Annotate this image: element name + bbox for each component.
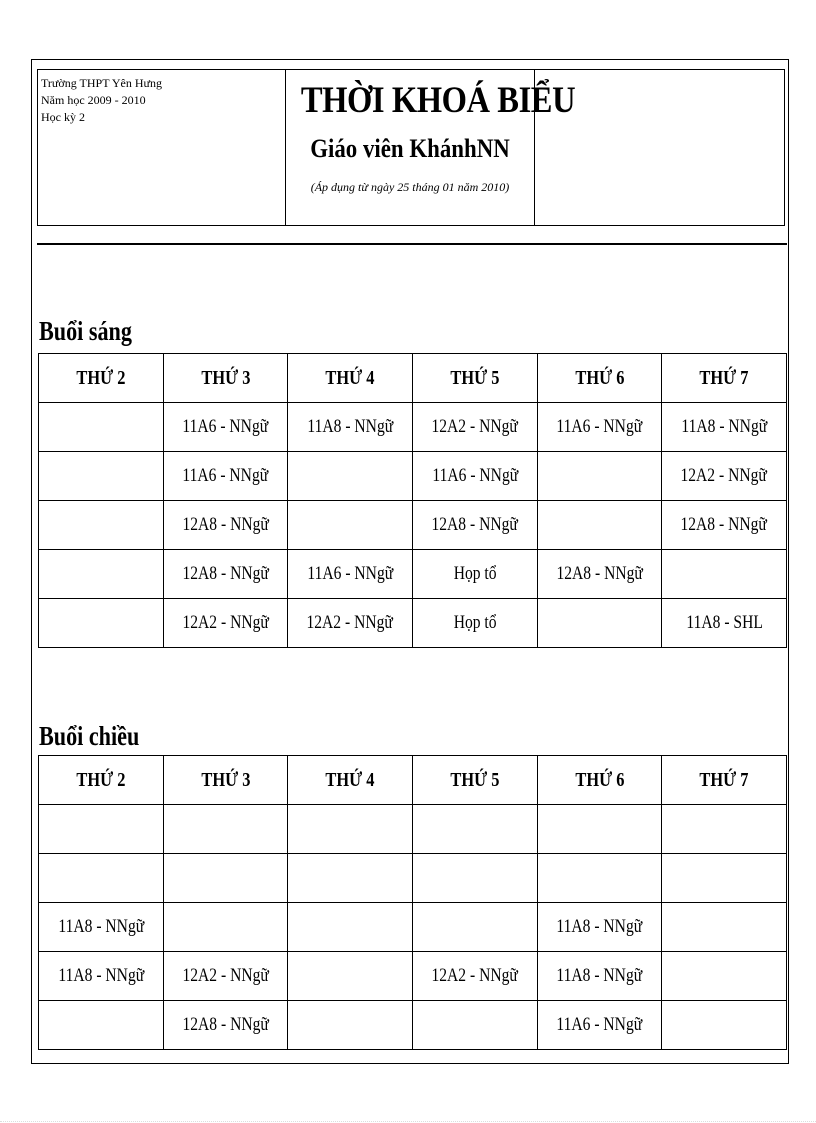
afternoon-section-title: Buổi chiều — [39, 721, 140, 751]
table-cell — [163, 903, 288, 952]
table-cell — [39, 903, 164, 952]
column-header — [662, 354, 787, 403]
header-divider — [37, 243, 787, 245]
table-row — [39, 854, 787, 903]
column-header-label: THỨ 4 — [325, 366, 375, 389]
table-cell — [163, 501, 288, 550]
cell-text: 11A8 - NNgữ — [57, 916, 144, 937]
table-cell — [288, 403, 413, 452]
table-row — [39, 501, 787, 550]
cell-text: 11A8 - NNgữ — [556, 965, 643, 986]
column-header-label: THỨ 6 — [574, 366, 624, 389]
table-cell — [537, 1001, 662, 1050]
column-header — [163, 756, 288, 805]
page-title: THỜI KHOÁ BIỂU — [300, 80, 576, 121]
column-header-label: THỨ 2 — [76, 768, 126, 791]
applied-date-note: (Áp dụng từ ngày 25 tháng 01 năm 2010) — [310, 180, 510, 194]
school-name: Trường THPT Yên Hưng — [41, 76, 163, 90]
afternoon-timetable — [38, 755, 787, 1050]
cell-text: 12A8 - NNgữ — [431, 514, 518, 535]
table-cell — [39, 1001, 164, 1050]
table-cell — [412, 903, 537, 952]
column-header — [39, 354, 164, 403]
cell-text: 11A6 - NNgữ — [431, 465, 518, 486]
table-cell — [537, 403, 662, 452]
cell-text: 12A8 - NNgữ — [556, 563, 643, 584]
column-header-label: THỨ 5 — [450, 366, 500, 389]
table-cell — [662, 952, 787, 1001]
table-cell — [288, 550, 413, 599]
table-header-row — [39, 354, 787, 403]
column-header — [288, 354, 413, 403]
semester: Học kỳ 2 — [41, 110, 85, 124]
table-cell — [412, 952, 537, 1001]
table-cell — [39, 452, 164, 501]
school-year: Năm học 2009 - 2010 — [41, 93, 146, 107]
table-cell — [537, 599, 662, 648]
page-bottom-edge — [0, 1121, 816, 1122]
table-cell — [537, 805, 662, 854]
table-cell — [163, 1001, 288, 1050]
cell-text: 12A2 - NNgữ — [182, 612, 269, 633]
table-row — [39, 403, 787, 452]
morning-section-title: Buổi sáng — [39, 316, 132, 346]
cell-text: 11A6 - NNgữ — [556, 1014, 643, 1035]
cell-text: 11A8 - SHL — [685, 612, 763, 633]
table-cell — [412, 599, 537, 648]
school-info — [38, 70, 286, 225]
table-cell — [537, 903, 662, 952]
table-row — [39, 1001, 787, 1050]
table-cell — [288, 952, 413, 1001]
table-cell — [288, 452, 413, 501]
morning-timetable — [38, 353, 787, 648]
header-box — [37, 69, 785, 226]
teacher-name: Giáo viên KhánhNN — [310, 134, 510, 163]
cell-text: 12A2 - NNgữ — [182, 965, 269, 986]
column-header-label: THỨ 7 — [699, 768, 749, 791]
table-cell — [412, 550, 537, 599]
table-cell — [288, 501, 413, 550]
cell-text: Họp tổ — [453, 563, 497, 584]
cell-text: 12A2 - NNgữ — [431, 416, 518, 437]
table-row — [39, 903, 787, 952]
table-cell — [662, 903, 787, 952]
column-header-label: THỨ 4 — [325, 768, 375, 791]
table-cell — [412, 452, 537, 501]
table-cell — [412, 1001, 537, 1050]
cell-text: 11A8 - NNgữ — [307, 416, 394, 437]
table-header-row — [39, 756, 787, 805]
table-cell — [163, 952, 288, 1001]
table-cell — [39, 550, 164, 599]
table-cell — [537, 452, 662, 501]
cell-text: 11A8 - NNgữ — [681, 416, 768, 437]
table-row — [39, 550, 787, 599]
table-cell — [537, 854, 662, 903]
cell-text: 11A6 - NNgữ — [307, 563, 394, 584]
column-header — [537, 354, 662, 403]
column-header — [662, 756, 787, 805]
table-cell — [39, 403, 164, 452]
cell-text: 12A8 - NNgữ — [680, 514, 768, 535]
table-cell — [288, 805, 413, 854]
table-cell — [39, 952, 164, 1001]
table-cell — [39, 854, 164, 903]
title-block — [286, 70, 576, 225]
table-cell — [163, 403, 288, 452]
table-cell — [288, 854, 413, 903]
column-header — [537, 756, 662, 805]
table-row — [39, 805, 787, 854]
table-cell — [163, 599, 288, 648]
cell-text: 11A6 - NNgữ — [556, 416, 643, 437]
cell-text: 11A6 - NNgữ — [182, 465, 269, 486]
cell-text: 12A8 - NNgữ — [182, 1014, 269, 1035]
table-cell — [662, 854, 787, 903]
table-cell — [662, 599, 787, 648]
table-cell — [412, 854, 537, 903]
cell-text: 11A6 - NNgữ — [182, 416, 269, 437]
table-cell — [163, 550, 288, 599]
table-cell — [662, 403, 787, 452]
column-header-label: THỨ 3 — [200, 366, 251, 389]
table-row — [39, 452, 787, 501]
column-header — [412, 354, 537, 403]
cell-text: 12A2 - NNgữ — [306, 612, 394, 633]
table-cell — [39, 501, 164, 550]
table-cell — [39, 805, 164, 854]
column-header-label: THỨ 5 — [450, 768, 500, 791]
table-cell — [662, 805, 787, 854]
column-header — [412, 756, 537, 805]
cell-text: 12A2 - NNgữ — [431, 965, 518, 986]
column-header-label: THỨ 6 — [574, 768, 624, 791]
column-header-label: THỨ 2 — [76, 366, 126, 389]
cell-text: 12A8 - NNgữ — [182, 514, 269, 535]
table-cell — [163, 805, 288, 854]
column-header-label: THỨ 3 — [200, 768, 251, 791]
table-cell — [537, 952, 662, 1001]
table-cell — [412, 501, 537, 550]
table-cell — [163, 452, 288, 501]
table-cell — [662, 550, 787, 599]
cell-text: 12A8 - NNgữ — [182, 563, 269, 584]
table-cell — [537, 550, 662, 599]
table-cell — [662, 1001, 787, 1050]
table-cell — [537, 501, 662, 550]
table-cell — [163, 854, 288, 903]
table-cell — [288, 599, 413, 648]
column-header — [39, 756, 164, 805]
table-cell — [288, 903, 413, 952]
cell-text: 12A2 - NNgữ — [680, 465, 768, 486]
table-cell — [412, 805, 537, 854]
table-row — [39, 952, 787, 1001]
table-cell — [662, 452, 787, 501]
table-cell — [662, 501, 787, 550]
cell-text: 11A8 - NNgữ — [556, 916, 643, 937]
column-header — [163, 354, 288, 403]
column-header — [288, 756, 413, 805]
table-cell — [412, 403, 537, 452]
cell-text: 11A8 - NNgữ — [57, 965, 144, 986]
cell-text: Họp tổ — [453, 612, 497, 633]
table-row — [39, 599, 787, 648]
column-header-label: THỨ 7 — [699, 366, 749, 389]
table-cell — [39, 599, 164, 648]
table-cell — [288, 1001, 413, 1050]
